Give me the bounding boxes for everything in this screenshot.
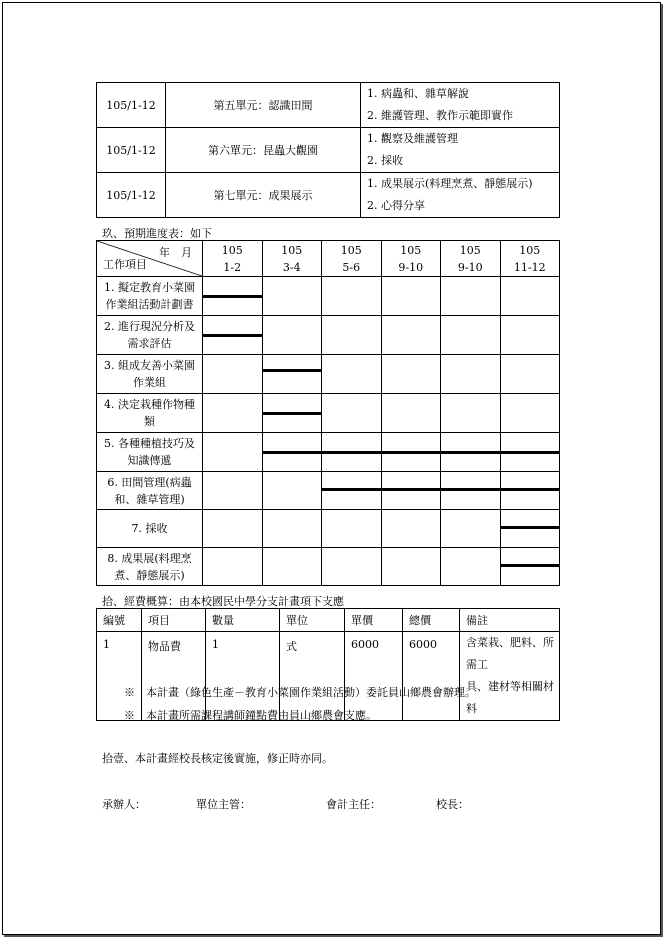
unit-item: 2. 維護管理、教作示範即實作: [367, 109, 513, 122]
table-row: [97, 433, 560, 472]
task-line: 需求評估: [127, 337, 172, 350]
schedule-cell: [322, 355, 382, 394]
unit-items: [361, 83, 560, 128]
task-line: 3. 組成友善小菜園: [104, 359, 195, 372]
schedule-cell: [322, 316, 382, 355]
signature-supervisor: 單位主管：: [196, 798, 251, 811]
note-line: ※ 本計畫所需課程講師鐘點費由員山鄉農會支應。: [124, 709, 377, 722]
units-table: [96, 82, 560, 218]
schedule-cell: [441, 316, 501, 355]
remark-line: 具、建材等相關材料: [466, 680, 554, 715]
schedule-cell: [322, 394, 382, 433]
progress-bar: [441, 451, 500, 454]
final-clause: 拾壹、本計畫經校長核定後實施，修正時亦同。: [102, 752, 333, 765]
budget-header-cell: 單價: [345, 609, 403, 632]
task-line: 2. 進行現況分析及: [104, 320, 195, 333]
period-year: 105: [459, 243, 481, 257]
progress-bar: [203, 334, 262, 337]
task-label: [97, 472, 203, 510]
schedule-cell: [322, 510, 382, 548]
table-row: [97, 173, 560, 218]
table-row: [97, 83, 560, 128]
remark-line: 含菜栽、肥料、所需工: [466, 636, 554, 671]
progress-bar: [203, 295, 262, 298]
period-months: 9-10: [398, 260, 424, 274]
period-header: [381, 241, 441, 277]
schedule-cell: [500, 433, 560, 472]
signature-principal: 校長：: [436, 798, 469, 811]
period-header: [203, 241, 263, 277]
schedule-table: [96, 240, 560, 586]
schedule-cell: [381, 355, 441, 394]
budget-no: 1: [97, 632, 142, 721]
schedule-cell: [441, 548, 501, 586]
schedule-cell: [322, 472, 382, 510]
progress-bar: [441, 488, 500, 491]
corner-cell: [97, 241, 203, 277]
unit-date: 105/1-12: [97, 83, 166, 128]
unit-item: 2. 心得分享: [367, 199, 425, 212]
progress-bar: [501, 451, 560, 454]
period-months: 1-2: [223, 260, 242, 274]
budget-table: [96, 608, 560, 721]
task-label: [97, 355, 203, 394]
schedule-cell: [381, 433, 441, 472]
schedule-cell: [441, 510, 501, 548]
schedule-cell: [500, 548, 560, 586]
task-label: [97, 510, 203, 548]
progress-bar: [322, 488, 381, 491]
schedule-cell: [203, 394, 263, 433]
budget-qty: 1: [206, 632, 280, 721]
task-line: 8. 成果展(料理烹: [107, 551, 192, 565]
budget-header-row: [97, 609, 560, 632]
schedule-caption: 玖、預期進度表：如下: [102, 227, 212, 240]
schedule-cell: [500, 277, 560, 316]
period-header: [500, 241, 560, 277]
schedule-cell: [262, 394, 322, 433]
schedule-cell: [500, 355, 560, 394]
schedule-cell: [381, 394, 441, 433]
budget-header-cell: 編號: [97, 609, 142, 632]
unit-title: 第六單元：昆蟲大觀園: [166, 128, 361, 173]
schedule-cell: [500, 472, 560, 510]
progress-bar: [263, 369, 322, 372]
corner-work-label: 工作項目: [103, 258, 147, 271]
budget-header-cell: 備註: [460, 609, 560, 632]
table-row: [97, 316, 560, 355]
schedule-cell: [203, 316, 263, 355]
budget-total: 6000: [403, 632, 460, 721]
schedule-cell: [441, 394, 501, 433]
unit-item: 2. 採收: [367, 154, 403, 167]
task-line: 7. 採收: [131, 522, 168, 535]
progress-bar: [382, 488, 441, 491]
schedule-cell: [441, 277, 501, 316]
note-line: ※ 本計畫（綠色生產－教育小菜園作業組活動）委託員山鄉農會辦理。: [124, 686, 476, 699]
budget-remark: [460, 632, 560, 721]
period-months: 5-6: [342, 260, 361, 274]
schedule-cell: [441, 433, 501, 472]
schedule-cell: [381, 548, 441, 586]
period-header: [441, 241, 501, 277]
task-line: 5. 各種種植技巧及: [104, 437, 195, 450]
corner-year-label: 年 月: [159, 246, 192, 259]
schedule-cell: [441, 355, 501, 394]
budget-header-cell: 總價: [403, 609, 460, 632]
schedule-cell: [381, 316, 441, 355]
period-year: 105: [400, 243, 422, 257]
table-row: [97, 510, 560, 548]
period-year: 105: [221, 243, 243, 257]
schedule-cell: [203, 548, 263, 586]
schedule-cell: [262, 316, 322, 355]
progress-bar: [501, 526, 560, 529]
unit-item: 1. 觀察及維護管理: [367, 132, 458, 145]
task-line: 煮、靜態展示): [114, 568, 185, 582]
schedule-cell: [262, 277, 322, 316]
schedule-cell: [381, 277, 441, 316]
period-header: [262, 241, 322, 277]
task-label: [97, 277, 203, 316]
task-line: 知識傳遞: [127, 454, 172, 467]
unit-title: 第五單元：認識田間: [166, 83, 361, 128]
unit-items: [361, 173, 560, 218]
budget-header-cell: 單位: [280, 609, 345, 632]
task-line: 作業組活動計劃書: [105, 298, 194, 311]
schedule-cell: [441, 472, 501, 510]
budget-item: 物品費: [142, 632, 206, 721]
task-label: [97, 316, 203, 355]
schedule-cell: [203, 510, 263, 548]
progress-bar: [263, 451, 322, 454]
task-line: 4. 決定栽種作物種: [104, 398, 195, 411]
schedule-cell: [500, 316, 560, 355]
schedule-cell: [203, 355, 263, 394]
task-label: [97, 548, 203, 586]
task-line: 作業組: [133, 376, 166, 389]
table-row: [97, 128, 560, 173]
unit-item: 1. 病蟲和、雜草解說: [367, 87, 469, 100]
progress-bar: [501, 564, 560, 567]
period-header: [322, 241, 382, 277]
table-row: [97, 277, 560, 316]
schedule-cell: [322, 433, 382, 472]
schedule-cell: [203, 433, 263, 472]
progress-bar: [263, 412, 322, 415]
schedule-cell: [262, 472, 322, 510]
table-row: [97, 394, 560, 433]
schedule-cell: [500, 394, 560, 433]
task-line: 1. 擬定教育小菜園: [104, 281, 195, 294]
signature-handler: 承辦人：: [102, 798, 146, 811]
schedule-cell: [322, 548, 382, 586]
task-line: 和、雜草管理): [114, 492, 185, 506]
schedule-cell: [500, 510, 560, 548]
task-label: [97, 433, 203, 472]
table-row: [97, 472, 560, 510]
task-label: [97, 394, 203, 433]
budget-caption: 拾、經費概算：由本校國民中學分支計畫項下支應: [102, 595, 344, 608]
schedule-cell: [381, 472, 441, 510]
signature-accounting: 會計主任：: [326, 798, 381, 811]
budget-header-cell: 數量: [206, 609, 280, 632]
period-year: 105: [281, 243, 303, 257]
budget-price: 6000: [345, 632, 403, 721]
unit-title: 第七單元：成果展示: [166, 173, 361, 218]
schedule-cell: [203, 277, 263, 316]
period-months: 11-12: [513, 260, 546, 274]
schedule-cell: [203, 472, 263, 510]
table-row: [97, 355, 560, 394]
schedule-cell: [262, 433, 322, 472]
budget-header-cell: 項目: [142, 609, 206, 632]
schedule-cell: [322, 277, 382, 316]
task-line: 類: [144, 415, 155, 428]
unit-date: 105/1-12: [97, 128, 166, 173]
budget-unit: 式: [280, 632, 345, 721]
schedule-cell: [262, 510, 322, 548]
schedule-cell: [262, 355, 322, 394]
period-months: 3-4: [282, 260, 301, 274]
task-line: 6. 田間管理(病蟲: [107, 475, 192, 489]
schedule-header-row: [97, 241, 560, 277]
schedule-cell: [262, 548, 322, 586]
schedule-body: [97, 277, 560, 586]
period-year: 105: [340, 243, 362, 257]
progress-bar: [501, 488, 560, 491]
progress-bar: [322, 451, 381, 454]
unit-items: [361, 128, 560, 173]
table-row: [97, 548, 560, 586]
schedule-cell: [381, 510, 441, 548]
period-year: 105: [519, 243, 541, 257]
period-months: 9-10: [457, 260, 483, 274]
unit-date: 105/1-12: [97, 173, 166, 218]
unit-item: 1. 成果展示(料理烹煮、靜態展示): [367, 177, 533, 190]
progress-bar: [382, 451, 441, 454]
